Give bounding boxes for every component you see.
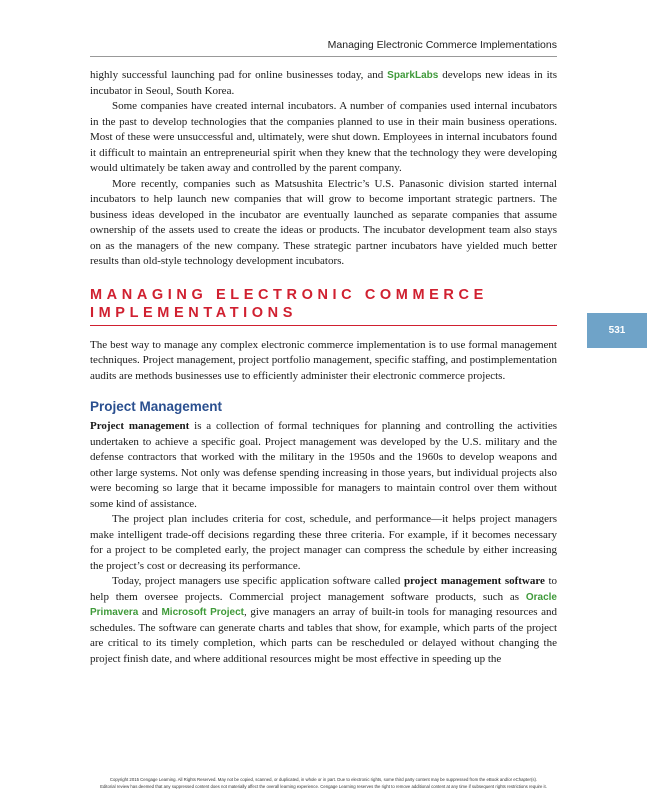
section-heading: MANAGING ELECTRONIC COMMERCE IMPLEMENTATIONS xyxy=(90,286,557,326)
key-term: project management software xyxy=(403,575,545,587)
microsoft-project-link[interactable]: Microsoft Project xyxy=(161,607,244,618)
copyright-line-1: Copyright 2015 Cengage Learning. All Rights Reserved. May not be copied, scanned, or duplicated, in whole or in part. Due to electronic rights, some third party content may be suppressed from the eBook and/or eChapter(s). xyxy=(109,777,538,782)
intro-paragraph-2: Some companies have created internal incubators. A number of companies used internal incubators in the past to develop technologies that the companies planned to use in their main business operations. Most of these were unsuccessful and, ultimately, were shut down. Employees in internal incubators found it difficult to maintain an entrepreneurial spirit when they knew that the technology they were developing would ultimately be taken away and controlled by the parent company. xyxy=(90,100,557,174)
running-head: Managing Electronic Commerce Implementations xyxy=(327,39,557,51)
project-management-paragraph-2: The project plan includes criteria for cost, schedule, and performance—it helps project managers make intelligent trade-off decisions regarding these three criteria. For example, if it becomes necessary for a project to be completed early, the project manager can compress the schedule by either increasing the project’s cost or decreasing its performance. xyxy=(90,513,557,572)
copyright-footer xyxy=(0,776,647,790)
key-term: Project management xyxy=(90,420,190,432)
page-body xyxy=(90,68,557,667)
copyright-line-2: Editorial review has deemed that any suppressed content does not materially affect the overall learning experience. Cengage Learning reserves the right to remove additional content at any time if subsequent rights restrictions require it. xyxy=(100,784,547,789)
oracle-primavera-link[interactable]: Oracle Primavera xyxy=(90,591,557,618)
page-number-tab: 531 xyxy=(587,313,647,348)
section-body: The best way to manage any complex electronic commerce implementation is to use formal management techniques. Project management, project portfolio management, specific staffing, and postimplementation audits are methods businesses use to efficiently administer their electronic commerce projects. xyxy=(90,338,557,382)
subsection-heading: Project Management xyxy=(90,399,223,414)
project-management-paragraph-3: Today, project managers use specific application software called project management software to help them oversee projects. Commercial project management software products, such as Oracle Primavera and Microsoft Project, give managers an array of built-in tools for managing resources and schedules. The software can generate charts and tables that show, for example, which parts of the project are critical to its timely completion, which parts can be rescheduled or delayed without changing the project finish date, and where additional resources might be most effective in speeding up the xyxy=(90,575,557,665)
header-rule xyxy=(90,56,557,57)
project-management-paragraph-1: Project management is a collection of formal techniques for planning and controlling the activities undertaken to achieve a specific goal. Project management was developed by the U.S. military and the defense contractors that worked with the military in the 1950s and the 1960s to develop weapons and other large systems. Not only was defense spending increasing in those years, but individual projects also were becoming so large that it became impossible for managers to maintain control over them without some kind of assistance. xyxy=(90,420,557,510)
intro-paragraph-3: More recently, companies such as Matsushita Electric’s U.S. Panasonic division started internal incubators to help launch new companies that will grow to become important strategic partners. The business ideas developed in the incubator are eventually launched as separate companies that assume ownership of the assets used to create the ideas or products. The incubator development team also stays on as the managers of the new company. These strategic partner incubators have yielded much better results than old-style technology development incubators. xyxy=(90,177,557,267)
intro-paragraph-1: highly successful launching pad for online businesses today, and SparkLabs develops new ideas in its incubator in Seoul, South Korea. xyxy=(90,69,557,97)
sparklabs-link[interactable]: SparkLabs xyxy=(387,70,439,81)
